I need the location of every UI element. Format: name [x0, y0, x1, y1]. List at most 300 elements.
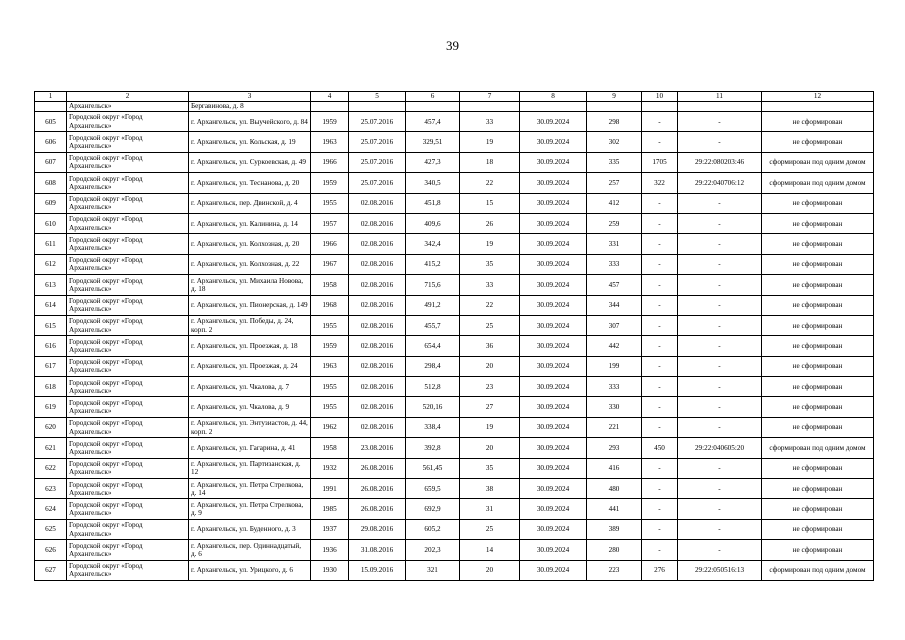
address-cell: г. Архангельск, ул. Чкалова, д. 9 — [189, 397, 311, 417]
row-number-cell: 608 — [35, 173, 67, 193]
value-cell: 335 — [587, 152, 642, 172]
row-number-cell: 606 — [35, 132, 67, 152]
owner-cell: Городской округ «Город Архангельск» — [67, 397, 189, 417]
table-row — [35, 112, 874, 132]
address-cell: г. Архангельск, ул. Петра Стрелкова, д. 9 — [189, 499, 311, 519]
continuation-row — [35, 102, 874, 112]
row-number-cell: 607 — [35, 152, 67, 172]
year-cell: 1963 — [311, 356, 349, 376]
land-area-cell: - — [642, 540, 678, 560]
row-number-cell: 613 — [35, 275, 67, 295]
column-number: 11 — [678, 92, 762, 102]
land-area-cell: - — [642, 315, 678, 335]
count-cell: 36 — [460, 336, 520, 356]
year-cell: 1958 — [311, 438, 349, 458]
area-cell: 298,4 — [406, 356, 460, 376]
table-row — [35, 479, 874, 499]
land-area-cell: 322 — [642, 173, 678, 193]
row-number-cell: 610 — [35, 213, 67, 233]
status-cell: не сформирован — [762, 213, 874, 233]
cadastral-number-cell: - — [678, 499, 762, 519]
count-cell: 35 — [460, 254, 520, 274]
value-cell: 441 — [587, 499, 642, 519]
date-cell: 30.09.2024 — [520, 458, 587, 478]
status-cell: не сформирован — [762, 417, 874, 437]
area-cell: 561,45 — [406, 458, 460, 478]
cadastral-number-cell: - — [678, 213, 762, 233]
date-cell: 23.08.2016 — [349, 438, 406, 458]
date-cell: 30.09.2024 — [520, 377, 587, 397]
area-cell: 654,4 — [406, 336, 460, 356]
owner-cell: Городской округ «Город Архангельск» — [67, 479, 189, 499]
status-cell: не сформирован — [762, 519, 874, 539]
housing-register-table — [34, 91, 874, 581]
table-row — [35, 132, 874, 152]
date-cell: 02.08.2016 — [349, 315, 406, 335]
area-cell: 409,6 — [406, 213, 460, 233]
address-cell: г. Архангельск, ул. Проезжая, д. 18 — [189, 336, 311, 356]
area-cell: 415,2 — [406, 254, 460, 274]
row-number-cell: 611 — [35, 234, 67, 254]
count-cell: 14 — [460, 540, 520, 560]
value-cell: 480 — [587, 479, 642, 499]
count-cell: 20 — [460, 560, 520, 580]
count-cell: 33 — [460, 275, 520, 295]
status-cell: не сформирован — [762, 315, 874, 335]
owner-cell: Городской округ «Город Архангельск» — [67, 132, 189, 152]
owner-cell: Городской округ «Город Архангельск» — [67, 295, 189, 315]
year-cell: 1955 — [311, 193, 349, 213]
row-number-cell: 617 — [35, 356, 67, 376]
area-cell: 202,3 — [406, 540, 460, 560]
date-cell: 30.09.2024 — [520, 234, 587, 254]
year-cell: 1957 — [311, 213, 349, 233]
table-row — [35, 560, 874, 580]
value-cell: 293 — [587, 438, 642, 458]
land-area-cell: - — [642, 479, 678, 499]
year-cell: 1930 — [311, 560, 349, 580]
year-cell: 1955 — [311, 377, 349, 397]
table-row — [35, 275, 874, 295]
cadastral-number-cell: - — [678, 234, 762, 254]
address-cell: г. Архангельск, ул. Колхозная, д. 22 — [189, 254, 311, 274]
row-number-cell: 624 — [35, 499, 67, 519]
land-area-cell: - — [642, 499, 678, 519]
row-number-cell: 618 — [35, 377, 67, 397]
status-cell: не сформирован — [762, 112, 874, 132]
year-cell: 1962 — [311, 417, 349, 437]
table-row — [35, 173, 874, 193]
owner-cell: Городской округ «Город Архангельск» — [67, 336, 189, 356]
land-area-cell: - — [642, 275, 678, 295]
date-cell: 25.07.2016 — [349, 132, 406, 152]
date-cell: 25.07.2016 — [349, 152, 406, 172]
row-number-cell: 615 — [35, 315, 67, 335]
owner-cell: Городской округ «Город Архангельск» — [67, 540, 189, 560]
cadastral-number-cell: 29:22:040605:20 — [678, 438, 762, 458]
land-area-cell: 450 — [642, 438, 678, 458]
status-cell: не сформирован — [762, 458, 874, 478]
column-number: 3 — [189, 92, 311, 102]
count-cell: 19 — [460, 132, 520, 152]
row-number-cell: 616 — [35, 336, 67, 356]
value-cell: 259 — [587, 213, 642, 233]
year-cell: 1959 — [311, 173, 349, 193]
area-cell: 392,8 — [406, 438, 460, 458]
status-cell: не сформирован — [762, 499, 874, 519]
owner-cell: Городской округ «Город Архангельск» — [67, 193, 189, 213]
date-cell: 26.08.2016 — [349, 458, 406, 478]
table-row — [35, 417, 874, 437]
count-cell: 20 — [460, 438, 520, 458]
table-row — [35, 438, 874, 458]
row-number-cell: 627 — [35, 560, 67, 580]
land-area-cell: - — [642, 213, 678, 233]
row-number-cell: 623 — [35, 479, 67, 499]
date-cell: 30.09.2024 — [520, 213, 587, 233]
date-cell: 30.09.2024 — [520, 560, 587, 580]
address-cell: г. Архангельск, пер. Двинской, д. 4 — [189, 193, 311, 213]
owner-cell: Архангельск» — [67, 102, 189, 112]
table-row — [35, 213, 874, 233]
cadastral-number-cell: - — [678, 112, 762, 132]
cadastral-number-cell: - — [678, 254, 762, 274]
land-area-cell: - — [642, 417, 678, 437]
address-cell: г. Архангельск, ул. Калинина, д. 14 — [189, 213, 311, 233]
year-cell: 1991 — [311, 479, 349, 499]
cadastral-number-cell: - — [678, 336, 762, 356]
address-cell: г. Архангельск, ул. Проезжая, д. 24 — [189, 356, 311, 376]
value-cell: 307 — [587, 315, 642, 335]
address-cell: г. Архангельск, ул. Энтузиастов, д. 44, корп. 2 — [189, 417, 311, 437]
count-cell: 18 — [460, 152, 520, 172]
value-cell: 221 — [587, 417, 642, 437]
date-cell: 30.09.2024 — [520, 356, 587, 376]
cadastral-number-cell: - — [678, 275, 762, 295]
cadastral-number-cell: - — [678, 356, 762, 376]
value-cell: 416 — [587, 458, 642, 478]
year-cell: 1959 — [311, 112, 349, 132]
area-cell: 451,8 — [406, 193, 460, 213]
value-cell: 330 — [587, 397, 642, 417]
area-cell: 605,2 — [406, 519, 460, 539]
owner-cell: Городской округ «Город Архангельск» — [67, 417, 189, 437]
area-cell: 692,9 — [406, 499, 460, 519]
cadastral-number-cell: - — [678, 540, 762, 560]
date-cell: 30.09.2024 — [520, 193, 587, 213]
owner-cell: Городской округ «Город Архангельск» — [67, 356, 189, 376]
table-row — [35, 458, 874, 478]
count-cell: 19 — [460, 417, 520, 437]
land-area-cell: - — [642, 234, 678, 254]
table-row — [35, 499, 874, 519]
column-number: 1 — [35, 92, 67, 102]
column-number: 2 — [67, 92, 189, 102]
year-cell: 1985 — [311, 499, 349, 519]
land-area-cell: 1705 — [642, 152, 678, 172]
date-cell: 29.08.2016 — [349, 519, 406, 539]
column-number: 6 — [406, 92, 460, 102]
land-area-cell: - — [642, 295, 678, 315]
cadastral-number-cell: - — [678, 132, 762, 152]
address-cell: г. Архангельск, ул. Колхозная, д. 20 — [189, 234, 311, 254]
value-cell: 457 — [587, 275, 642, 295]
count-cell: 33 — [460, 112, 520, 132]
date-cell: 30.09.2024 — [520, 315, 587, 335]
status-cell: не сформирован — [762, 254, 874, 274]
column-number: 4 — [311, 92, 349, 102]
value-cell: 280 — [587, 540, 642, 560]
owner-cell: Городской округ «Город Архангельск» — [67, 499, 189, 519]
date-cell: 02.08.2016 — [349, 377, 406, 397]
owner-cell: Городской округ «Город Архангельск» — [67, 254, 189, 274]
cadastral-number-cell: - — [678, 193, 762, 213]
date-cell: 30.09.2024 — [520, 295, 587, 315]
year-cell: 1955 — [311, 315, 349, 335]
value-cell: 257 — [587, 173, 642, 193]
owner-cell: Городской округ «Город Архангельск» — [67, 315, 189, 335]
table-row — [35, 234, 874, 254]
address-cell: г. Архангельск, ул. Суркоевская, д. 49 — [189, 152, 311, 172]
owner-cell: Городской округ «Город Архангельск» — [67, 152, 189, 172]
date-cell: 30.09.2024 — [520, 152, 587, 172]
column-number: 5 — [349, 92, 406, 102]
year-cell: 1959 — [311, 336, 349, 356]
address-cell: г. Архангельск, ул. Выучейского, д. 84 — [189, 112, 311, 132]
date-cell: 02.08.2016 — [349, 275, 406, 295]
table-row — [35, 519, 874, 539]
status-cell: не сформирован — [762, 275, 874, 295]
date-cell: 30.09.2024 — [520, 132, 587, 152]
owner-cell: Городской округ «Город Архангельск» — [67, 112, 189, 132]
cadastral-number-cell: 29:22:040706:12 — [678, 173, 762, 193]
land-area-cell: - — [642, 132, 678, 152]
date-cell: 30.09.2024 — [520, 173, 587, 193]
row-number-cell: 619 — [35, 397, 67, 417]
owner-cell: Городской округ «Город Архангельск» — [67, 275, 189, 295]
value-cell: 412 — [587, 193, 642, 213]
area-cell: 512,8 — [406, 377, 460, 397]
date-cell: 25.07.2016 — [349, 112, 406, 132]
row-number-cell: 626 — [35, 540, 67, 560]
row-number-cell: 609 — [35, 193, 67, 213]
year-cell: 1966 — [311, 234, 349, 254]
date-cell: 31.08.2016 — [349, 540, 406, 560]
row-number-cell: 605 — [35, 112, 67, 132]
table-row — [35, 540, 874, 560]
owner-cell: Городской округ «Город Архангельск» — [67, 519, 189, 539]
value-cell: 442 — [587, 336, 642, 356]
cadastral-number-cell: 29:22:080203:46 — [678, 152, 762, 172]
area-cell: 455,7 — [406, 315, 460, 335]
address-cell: г. Архангельск, ул. Чкалова, д. 7 — [189, 377, 311, 397]
year-cell: 1955 — [311, 397, 349, 417]
year-cell: 1932 — [311, 458, 349, 478]
row-number-cell: 621 — [35, 438, 67, 458]
date-cell: 30.09.2024 — [520, 540, 587, 560]
table-row — [35, 193, 874, 213]
land-area-cell: - — [642, 377, 678, 397]
row-number-cell: 612 — [35, 254, 67, 274]
owner-cell: Городской округ «Город Архангельск» — [67, 213, 189, 233]
address-cell: г. Архангельск, ул. Буденного, д. 3 — [189, 519, 311, 539]
land-area-cell: 276 — [642, 560, 678, 580]
date-cell: 30.09.2024 — [520, 479, 587, 499]
column-number: 9 — [587, 92, 642, 102]
value-cell: 302 — [587, 132, 642, 152]
date-cell: 30.09.2024 — [520, 519, 587, 539]
status-cell: сформирован под одним домом — [762, 560, 874, 580]
count-cell: 35 — [460, 458, 520, 478]
cadastral-number-cell: - — [678, 397, 762, 417]
land-area-cell: - — [642, 458, 678, 478]
row-number-cell: 625 — [35, 519, 67, 539]
date-cell: 26.08.2016 — [349, 479, 406, 499]
date-cell: 02.08.2016 — [349, 254, 406, 274]
status-cell: сформирован под одним домом — [762, 438, 874, 458]
area-cell: 427,3 — [406, 152, 460, 172]
column-number-row — [35, 92, 874, 102]
status-cell: сформирован под одним домом — [762, 152, 874, 172]
area-cell: 340,5 — [406, 173, 460, 193]
cadastral-number-cell: - — [678, 417, 762, 437]
area-cell: 659,5 — [406, 479, 460, 499]
year-cell: 1936 — [311, 540, 349, 560]
date-cell: 02.08.2016 — [349, 295, 406, 315]
land-area-cell: - — [642, 356, 678, 376]
value-cell: 333 — [587, 254, 642, 274]
date-cell: 26.08.2016 — [349, 499, 406, 519]
land-area-cell: - — [642, 519, 678, 539]
date-cell: 30.09.2024 — [520, 397, 587, 417]
date-cell: 30.09.2024 — [520, 499, 587, 519]
count-cell: 22 — [460, 173, 520, 193]
count-cell: 31 — [460, 499, 520, 519]
cadastral-number-cell: - — [678, 479, 762, 499]
date-cell: 02.08.2016 — [349, 193, 406, 213]
column-number: 7 — [460, 92, 520, 102]
address-cell: Бергавинова, д. 8 — [189, 102, 311, 112]
date-cell: 30.09.2024 — [520, 254, 587, 274]
owner-cell: Городской округ «Город Архангельск» — [67, 560, 189, 580]
cadastral-number-cell: 29:22:050516:13 — [678, 560, 762, 580]
status-cell: не сформирован — [762, 397, 874, 417]
table-row — [35, 254, 874, 274]
count-cell: 20 — [460, 356, 520, 376]
address-cell: г. Архангельск, ул. Теснанова, д. 20 — [189, 173, 311, 193]
value-cell: 199 — [587, 356, 642, 376]
date-cell: 02.08.2016 — [349, 417, 406, 437]
table-row — [35, 315, 874, 335]
table-row — [35, 295, 874, 315]
cadastral-number-cell: - — [678, 315, 762, 335]
year-cell: 1958 — [311, 275, 349, 295]
table-row — [35, 397, 874, 417]
area-cell: 715,6 — [406, 275, 460, 295]
status-cell: не сформирован — [762, 479, 874, 499]
date-cell: 02.08.2016 — [349, 213, 406, 233]
area-cell: 457,4 — [406, 112, 460, 132]
count-cell: 27 — [460, 397, 520, 417]
value-cell: 389 — [587, 519, 642, 539]
date-cell: 30.09.2024 — [520, 417, 587, 437]
value-cell: 333 — [587, 377, 642, 397]
cadastral-number-cell: - — [678, 458, 762, 478]
date-cell: 30.09.2024 — [520, 275, 587, 295]
page-number: 39 — [446, 38, 459, 53]
status-cell: не сформирован — [762, 193, 874, 213]
table-body — [35, 92, 874, 581]
count-cell: 15 — [460, 193, 520, 213]
table-row — [35, 377, 874, 397]
land-area-cell: - — [642, 254, 678, 274]
column-number: 8 — [520, 92, 587, 102]
date-cell: 15.09.2016 — [349, 560, 406, 580]
status-cell: не сформирован — [762, 377, 874, 397]
status-cell: не сформирован — [762, 295, 874, 315]
cadastral-number-cell: - — [678, 377, 762, 397]
land-area-cell: - — [642, 193, 678, 213]
address-cell: г. Архангельск, ул. Победы, д. 24, корп. 2 — [189, 315, 311, 335]
year-cell: 1968 — [311, 295, 349, 315]
count-cell: 23 — [460, 377, 520, 397]
address-cell: г. Архангельск, ул. Петра Стрелкова, д. 14 — [189, 479, 311, 499]
land-area-cell: - — [642, 397, 678, 417]
land-area-cell: - — [642, 112, 678, 132]
count-cell: 22 — [460, 295, 520, 315]
table-row — [35, 356, 874, 376]
date-cell: 02.08.2016 — [349, 234, 406, 254]
area-cell: 491,2 — [406, 295, 460, 315]
address-cell: г. Архангельск, ул. Михаила Новова, д. 18 — [189, 275, 311, 295]
address-cell: г. Архангельск, ул. Гагарина, д. 41 — [189, 438, 311, 458]
count-cell: 25 — [460, 315, 520, 335]
land-area-cell: - — [642, 336, 678, 356]
row-number-cell: 620 — [35, 417, 67, 437]
status-cell: не сформирован — [762, 336, 874, 356]
date-cell: 25.07.2016 — [349, 173, 406, 193]
status-cell: не сформирован — [762, 356, 874, 376]
cadastral-number-cell: - — [678, 295, 762, 315]
status-cell: не сформирован — [762, 132, 874, 152]
date-cell: 30.09.2024 — [520, 112, 587, 132]
owner-cell: Городской округ «Город Архангельск» — [67, 458, 189, 478]
owner-cell: Городской округ «Город Архангельск» — [67, 173, 189, 193]
date-cell: 02.08.2016 — [349, 336, 406, 356]
date-cell: 30.09.2024 — [520, 438, 587, 458]
table-row — [35, 152, 874, 172]
area-cell: 342,4 — [406, 234, 460, 254]
address-cell: г. Архангельск, пер. Одиннадцатый, д. 6 — [189, 540, 311, 560]
area-cell: 520,16 — [406, 397, 460, 417]
count-cell: 38 — [460, 479, 520, 499]
address-cell: г. Архангельск, ул. Партизанская, д. 12 — [189, 458, 311, 478]
area-cell: 321 — [406, 560, 460, 580]
year-cell: 1937 — [311, 519, 349, 539]
row-number-cell: 614 — [35, 295, 67, 315]
address-cell: г. Архангельск, ул. Кольская, д. 19 — [189, 132, 311, 152]
column-number: 10 — [642, 92, 678, 102]
date-cell: 30.09.2024 — [520, 336, 587, 356]
year-cell: 1967 — [311, 254, 349, 274]
value-cell: 298 — [587, 112, 642, 132]
count-cell: 25 — [460, 519, 520, 539]
row-number-cell: 622 — [35, 458, 67, 478]
area-cell: 338,4 — [406, 417, 460, 437]
date-cell: 02.08.2016 — [349, 397, 406, 417]
status-cell: сформирован под одним домом — [762, 173, 874, 193]
status-cell: не сформирован — [762, 234, 874, 254]
